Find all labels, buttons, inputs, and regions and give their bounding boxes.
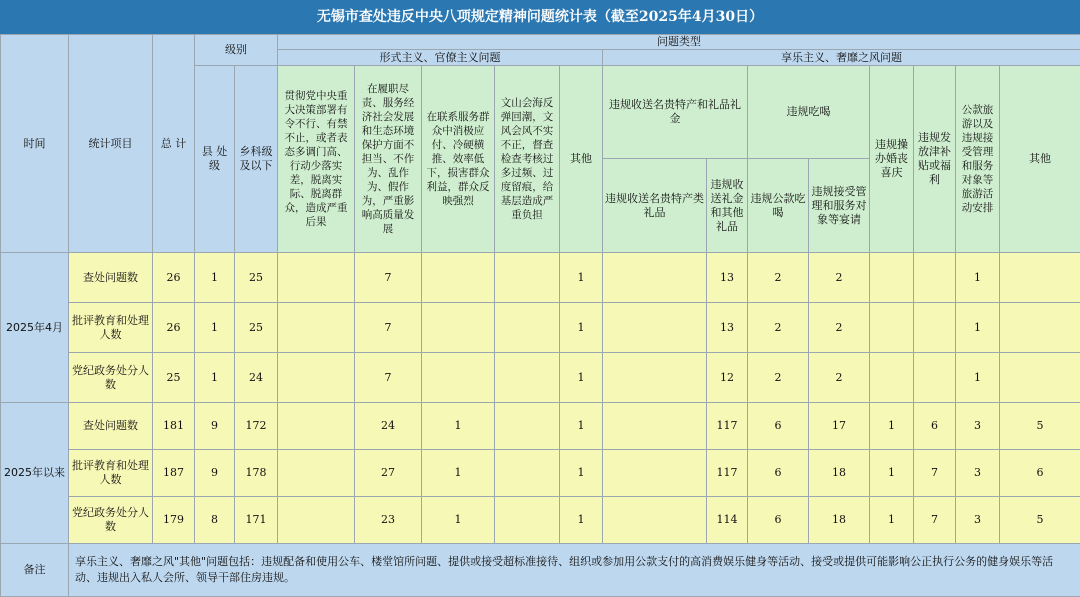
cell-allowance xyxy=(914,253,956,303)
cell-meal-a: 6 xyxy=(748,450,809,497)
table-title: 无锡市查处违反中央八项规定精神问题统计表（截至2025年4月30日） xyxy=(0,0,1080,34)
cell-allowance: 7 xyxy=(914,497,956,544)
cell-f4 xyxy=(495,353,560,403)
cell-wedding xyxy=(870,253,914,303)
cell-travel: 1 xyxy=(956,253,1000,303)
header-formalism-4: 文山会海反弹回潮，文风会风不实不正，督查检查考核过多过频、过度留痕，给基层造成严重负担 xyxy=(495,66,560,253)
cell-county: 9 xyxy=(195,450,235,497)
cell-wedding: 1 xyxy=(870,497,914,544)
cell-town: 24 xyxy=(235,353,278,403)
cell-f4 xyxy=(495,497,560,544)
cell-travel: 1 xyxy=(956,303,1000,353)
cell-gift-b: 12 xyxy=(707,353,748,403)
cell-travel: 3 xyxy=(956,450,1000,497)
cell-county: 9 xyxy=(195,403,235,450)
cell-gift-b: 117 xyxy=(707,403,748,450)
cell-meal-b: 18 xyxy=(809,450,870,497)
cell-f3 xyxy=(422,253,495,303)
note-text: 享乐主义、奢靡之风"其他"问题包括：违规配备和使用公车、楼堂馆所问题、提供或接受超标准接待、组织或参加用公款支付的高消费娱乐健身等活动、接受或提供可能影响公正执行公务的健身娱乐等活动、违规出入私人会所、领导干部住房违规。 xyxy=(69,544,1080,597)
cell-f4 xyxy=(495,303,560,353)
cell-gift-a xyxy=(603,497,707,544)
row-item: 批评教育和处理人数 xyxy=(69,450,153,497)
cell-travel: 3 xyxy=(956,403,1000,450)
cell-f5: 1 xyxy=(560,303,603,353)
header-travel: 公款旅游以及违规接受管理和服务对象等旅游活动安排 xyxy=(956,66,1000,253)
cell-f3: 1 xyxy=(422,403,495,450)
cell-meal-b: 2 xyxy=(809,303,870,353)
cell-f2: 23 xyxy=(355,497,422,544)
cell-total: 187 xyxy=(153,450,195,497)
cell-h-other: 5 xyxy=(1000,497,1080,544)
cell-wedding xyxy=(870,303,914,353)
cell-allowance: 7 xyxy=(914,450,956,497)
cell-wedding: 1 xyxy=(870,450,914,497)
cell-f2: 7 xyxy=(355,353,422,403)
header-item: 统计项目 xyxy=(69,35,153,253)
row-item: 党纪政务处分人数 xyxy=(69,353,153,403)
header-formalism-2: 在履职尽责、服务经济社会发展和生态环境保护方面不担当、不作为、乱作为、假作为，严重影响高质量发展 xyxy=(355,66,422,253)
header-level-town: 乡科级及以下 xyxy=(235,66,278,253)
cell-f5: 1 xyxy=(560,353,603,403)
cell-f2: 7 xyxy=(355,303,422,353)
cell-town: 25 xyxy=(235,303,278,353)
cell-meal-a: 6 xyxy=(748,497,809,544)
cell-f3 xyxy=(422,303,495,353)
header-meal-b: 违规接受管理和服务对象等宴请 xyxy=(809,159,870,253)
cell-f4 xyxy=(495,450,560,497)
cell-total: 26 xyxy=(153,253,195,303)
header-hedonism-other: 其他 xyxy=(1000,66,1080,253)
row-item: 党纪政务处分人数 xyxy=(69,497,153,544)
cell-gift-a xyxy=(603,253,707,303)
cell-meal-b: 18 xyxy=(809,497,870,544)
header-total: 总 计 xyxy=(153,35,195,253)
cell-total: 181 xyxy=(153,403,195,450)
cell-meal-b: 17 xyxy=(809,403,870,450)
cell-county: 1 xyxy=(195,303,235,353)
cell-f1 xyxy=(278,253,355,303)
row-item: 查处问题数 xyxy=(69,403,153,450)
group-time: 2025年4月 xyxy=(1,253,69,403)
cell-gift-b: 114 xyxy=(707,497,748,544)
cell-f1 xyxy=(278,353,355,403)
cell-county: 8 xyxy=(195,497,235,544)
header-hedonism: 享乐主义、奢靡之风问题 xyxy=(603,50,1080,66)
header-gift-a: 违规收送名贵特产类礼品 xyxy=(603,159,707,253)
header-formalism: 形式主义、官僚主义问题 xyxy=(278,50,603,66)
cell-total: 25 xyxy=(153,353,195,403)
cell-h-other xyxy=(1000,303,1080,353)
cell-gift-a xyxy=(603,450,707,497)
cell-wedding xyxy=(870,353,914,403)
cell-meal-b: 2 xyxy=(809,353,870,403)
cell-h-other xyxy=(1000,353,1080,403)
cell-gift-b: 13 xyxy=(707,253,748,303)
note-label: 备注 xyxy=(1,544,69,597)
row-item: 查处问题数 xyxy=(69,253,153,303)
cell-county: 1 xyxy=(195,353,235,403)
cell-f3 xyxy=(422,353,495,403)
cell-f5: 1 xyxy=(560,403,603,450)
cell-f3: 1 xyxy=(422,497,495,544)
cell-meal-a: 6 xyxy=(748,403,809,450)
cell-allowance: 6 xyxy=(914,403,956,450)
cell-town: 172 xyxy=(235,403,278,450)
cell-f1 xyxy=(278,303,355,353)
header-allowance: 违规发放津补贴或福利 xyxy=(914,66,956,253)
cell-h-other: 5 xyxy=(1000,403,1080,450)
cell-gift-a xyxy=(603,403,707,450)
cell-f2: 27 xyxy=(355,450,422,497)
cell-town: 178 xyxy=(235,450,278,497)
cell-allowance xyxy=(914,353,956,403)
header-formalism-3: 在联系服务群众中消极应付、冷硬横推、效率低下，损害群众利益，群众反映强烈 xyxy=(422,66,495,253)
row-item: 批评教育和处理人数 xyxy=(69,303,153,353)
cell-h-other: 6 xyxy=(1000,450,1080,497)
header-meal-a: 违规公款吃喝 xyxy=(748,159,809,253)
cell-f2: 7 xyxy=(355,253,422,303)
cell-travel: 1 xyxy=(956,353,1000,403)
header-formalism-1: 贯彻党中央重大决策部署有令不行、有禁不止，或者表态多调门高、行动少落实差，脱离实际、脱离群众，造成严重后果 xyxy=(278,66,355,253)
cell-town: 171 xyxy=(235,497,278,544)
statistics-table xyxy=(0,34,1080,597)
group-time: 2025年以来 xyxy=(1,403,69,544)
cell-f4 xyxy=(495,403,560,450)
cell-travel: 3 xyxy=(956,497,1000,544)
cell-total: 179 xyxy=(153,497,195,544)
cell-town: 25 xyxy=(235,253,278,303)
header-level: 级别 xyxy=(195,35,278,66)
cell-f5: 1 xyxy=(560,253,603,303)
header-time: 时间 xyxy=(1,35,69,253)
cell-f2: 24 xyxy=(355,403,422,450)
cell-gift-b: 117 xyxy=(707,450,748,497)
cell-wedding: 1 xyxy=(870,403,914,450)
cell-f5: 1 xyxy=(560,450,603,497)
cell-total: 26 xyxy=(153,303,195,353)
cell-meal-a: 2 xyxy=(748,253,809,303)
header-formalism-other: 其他 xyxy=(560,66,603,253)
header-level-county: 县 处 级 xyxy=(195,66,235,253)
cell-allowance xyxy=(914,303,956,353)
cell-gift-a xyxy=(603,353,707,403)
header-meal: 违规吃喝 xyxy=(748,66,870,159)
cell-h-other xyxy=(1000,253,1080,303)
cell-f4 xyxy=(495,253,560,303)
cell-gift-a xyxy=(603,303,707,353)
cell-meal-a: 2 xyxy=(748,353,809,403)
header-wedding: 违规操办婚丧喜庆 xyxy=(870,66,914,253)
header-problem-type: 问题类型 xyxy=(278,35,1080,50)
cell-f3: 1 xyxy=(422,450,495,497)
cell-f1 xyxy=(278,450,355,497)
cell-meal-b: 2 xyxy=(809,253,870,303)
header-gift-b: 违规收送礼金和其他礼品 xyxy=(707,159,748,253)
cell-f1 xyxy=(278,497,355,544)
cell-meal-a: 2 xyxy=(748,303,809,353)
cell-county: 1 xyxy=(195,253,235,303)
cell-f5: 1 xyxy=(560,497,603,544)
header-gift: 违规收送名贵特产和礼品礼金 xyxy=(603,66,748,159)
cell-f1 xyxy=(278,403,355,450)
cell-gift-b: 13 xyxy=(707,303,748,353)
